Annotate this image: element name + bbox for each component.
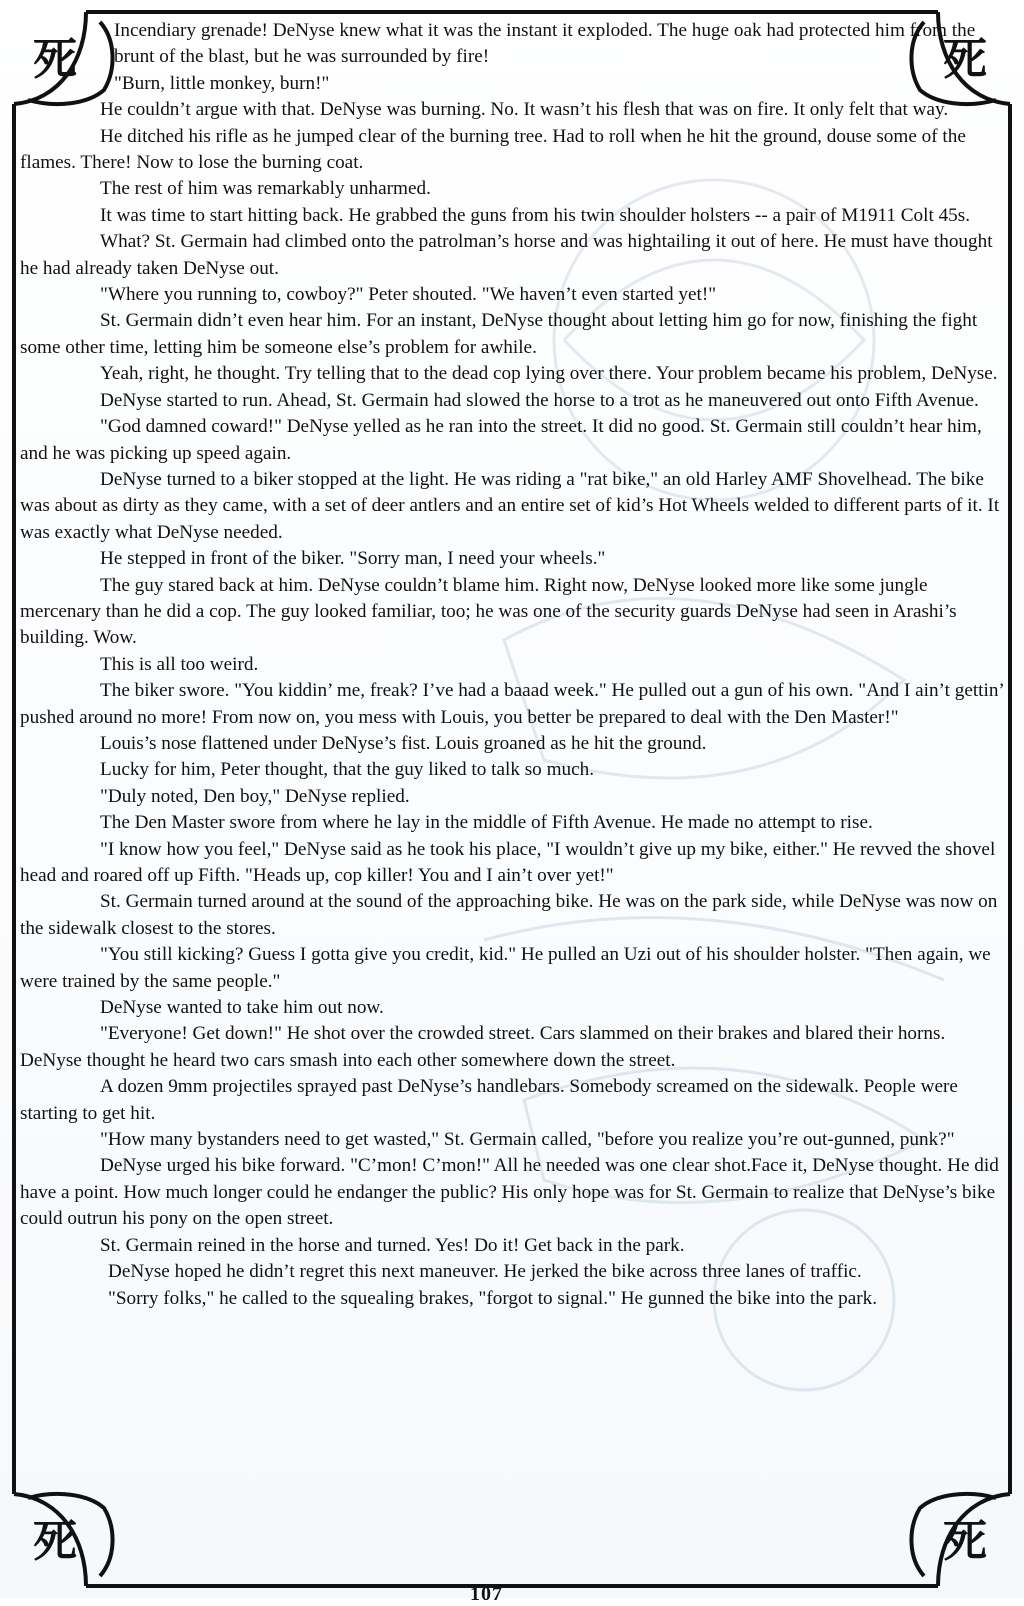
paragraph: DeNyse hoped he didn’t regret this next maneuver. He jerked the bike across three lanes of traffic. [108, 1261, 862, 1283]
page-number: 107 [470, 1583, 503, 1605]
paragraph: A dozen 9mm projectiles sprayed past DeNyse’s handlebars. Somebody screamed on the sidewalk. People were starting to get hit. [20, 1076, 958, 1124]
paragraph: Yeah, right, he thought. Try telling that to the dead cop lying over there. Your problem became his problem, DeNyse. [100, 363, 998, 385]
paragraph: "You still kicking? Guess I gotta give you credit, kid." He pulled an Uzi out of his shoulder holster. "Then again, we were trained by the same people." [20, 944, 991, 992]
corner-glyph-top-right: 死 [943, 34, 987, 85]
paragraph: This is all too weird. [100, 653, 259, 675]
corner-glyph-top-left: 死 [33, 34, 77, 85]
paragraph: He stepped in front of the biker. "Sorry man, I need your wheels." [100, 548, 606, 570]
paragraph: What? St. Germain had climbed onto the patrolman’s horse and was hightailing it out of here. He must have thought he had already taken DeNyse out. [20, 231, 993, 279]
paragraph: The rest of him was remarkably unharmed. [100, 178, 431, 200]
paragraph: DeNyse turned to a biker stopped at the light. He was riding a "rat bike," an old Harley AMF Shovelhead. The bike was about as dirty as they came, with a set of deer antlers and an entire set of kid’s Hot Wheels welded to different parts of it. It was exactly what DeNyse needed. [20, 468, 1000, 543]
paragraph: He ditched his rifle as he jumped clear of the burning tree. Had to roll when he hit the ground, douse some of the flames. There! Now to lose the burning coat. [20, 125, 966, 174]
paragraph: "Everyone! Get down!" He shot over the crowded street. Cars slammed on their brakes and blared their horns. DeNyse thought he heard two cars smash into each other somewhere down the street. [20, 1023, 946, 1071]
paragraph: The Den Master swore from where he lay in the middle of Fifth Avenue. He made no attempt to rise. [100, 812, 873, 834]
corner-glyph-bottom-right: 死 [943, 1516, 987, 1567]
paragraph: DeNyse started to run. Ahead, St. Germain had slowed the horse to a trot as he maneuvered out onto Fifth Avenue. [100, 389, 979, 411]
paragraph: "Duly noted, Den boy," DeNyse replied. [100, 785, 410, 807]
paragraph: "God damned coward!" DeNyse yelled as he ran into the street. It did no good. St. Germain still couldn’t hear him, and he was picking up speed again. [20, 416, 982, 464]
paragraph: DeNyse wanted to take him out now. [100, 997, 384, 1019]
paragraph: St. Germain didn’t even hear him. For an instant, DeNyse thought about letting him go for now, finishing the fight some other time, letting him be someone else’s problem for awhile. [20, 310, 978, 358]
paragraph: DeNyse urged his bike forward. "C’mon! C’mon!" All he needed was one clear shot.Face it, DeNyse thought. He did have a point. How much longer could he endanger the public? His only hope was for St. Germain to realize that DeNyse’s bike could outrun his pony on the open street. [20, 1155, 999, 1230]
paragraph: "I know how you feel," DeNyse said as he took his place, "I wouldn’t give up my bike, either." He revved the shovel head and roared off up Fifth. "Heads up, cop killer! You and I ain’t over yet!" [20, 838, 996, 886]
paragraph: "How many bystanders need to get wasted," St. Germain called, "before you realize you’re out-gunned, punk?" [100, 1129, 955, 1151]
paragraph: "Burn, little monkey, burn!" [114, 72, 330, 94]
paragraph: St. Germain reined in the horse and turned. Yes! Do it! Get back in the park. [100, 1234, 685, 1256]
paragraph: Incendiary grenade! DeNyse knew what it was the instant it exploded. The huge oak had protected him from the brunt of the blast, but he was surrounded by fire! [114, 20, 976, 68]
paragraph: "Sorry folks," he called to the squealing brakes, "forgot to signal." He gunned the bike into the park. [108, 1287, 877, 1309]
paragraph: Lucky for him, Peter thought, that the guy liked to talk so much. [100, 759, 594, 781]
paragraph: He couldn’t argue with that. DeNyse was burning. No. It wasn’t his flesh that was on fire. It only felt that way. [100, 99, 949, 121]
corner-glyph-bottom-left: 死 [33, 1516, 77, 1567]
paragraph: The biker swore. "You kiddin’ me, freak? I’ve had a baaad week." He pulled out a gun of his own. "And I ain’t gettin’ pushed around no more! From now on, you mess with Louis, you better be prepared to deal with the Den Master!" [20, 680, 1004, 728]
story-text [20, 18, 1005, 1312]
paragraph: Louis’s nose flattened under DeNyse’s fist. Louis groaned as he hit the ground. [100, 732, 707, 754]
paragraph: The guy stared back at him. DeNyse couldn’t blame him. Right now, DeNyse looked more like some jungle mercenary than he did a cop. The guy looked familiar, too; he was one of the security guards DeNyse had seen in Arashi’s building. Wow. [20, 574, 957, 649]
paragraph: "Where you running to, cowboy?" Peter shouted. "We haven’t even started yet!" [100, 284, 717, 306]
paragraph: St. Germain turned around at the sound of the approaching bike. He was on the park side, while DeNyse was now on the sidewalk closest to the stores. [20, 891, 998, 939]
paragraph: It was time to start hitting back. He grabbed the guns from his twin shoulder holsters -- a pair of M1911 Colt 45s. [100, 204, 971, 226]
